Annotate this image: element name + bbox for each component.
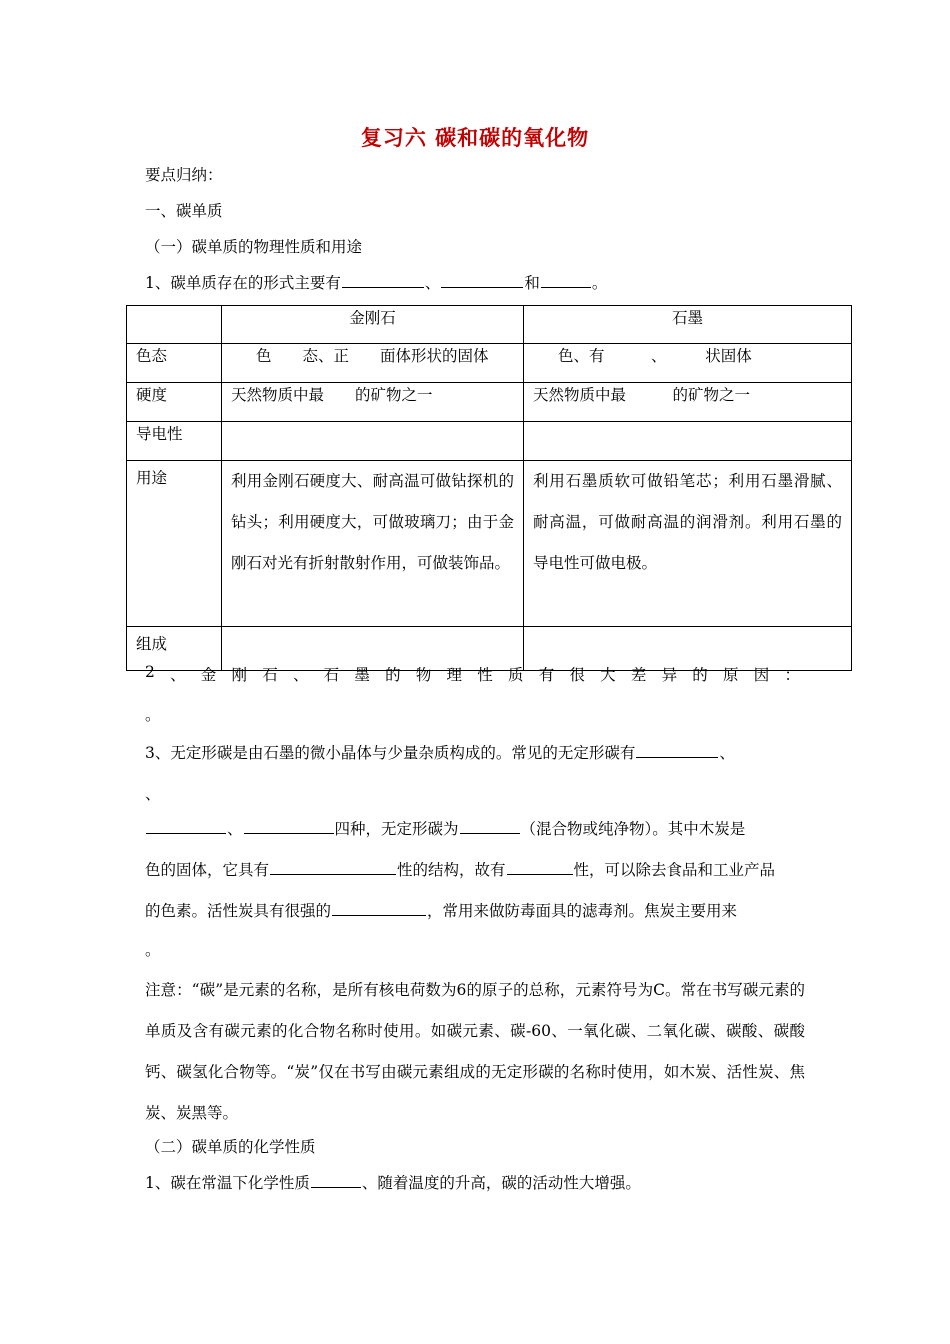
answer-blank[interactable]	[311, 1173, 361, 1188]
table-row	[127, 461, 852, 627]
comparison-table	[126, 305, 852, 671]
page-title: 复习六 碳和碳的氧化物	[360, 126, 590, 150]
answer-blank[interactable]	[636, 743, 718, 758]
table-header-graphite: 石墨	[524, 306, 852, 344]
table-row	[127, 383, 852, 422]
table-cell: 天然物质中最 的矿物之一	[222, 383, 524, 422]
row-label: 导电性	[127, 422, 222, 461]
row-label: 用途	[127, 461, 222, 627]
answer-blank[interactable]	[541, 273, 591, 288]
summary-label: 要点归纳：	[145, 166, 223, 184]
answer-blank[interactable]	[244, 819, 334, 834]
row-label: 色态	[127, 344, 222, 383]
answer-blank[interactable]	[146, 819, 226, 834]
subsection-chemical: （二）碳单质的化学性质	[145, 1138, 316, 1156]
row-label: 组成	[127, 627, 222, 671]
table-cell: 利用石墨质软可做铅笔芯；利用石墨滑腻、耐高温，可做耐高温的润滑剂。利用石墨的导电性可做电极。	[524, 461, 852, 627]
table-row	[127, 344, 852, 383]
question-2-end: 。	[145, 706, 161, 724]
table-cell: 利用金刚石硬度大、耐高温可做钻探机的钻头；利用硬度大，可做玻璃刀；由于金刚石对光有折射散射作用，可做装饰品。	[222, 461, 524, 627]
question-3-line5: 的色素。活性炭具有很强的 ，常用来做防毒面具的滤毒剂。焦炭主要用来	[145, 902, 738, 920]
table-cell	[127, 306, 222, 344]
answer-blank[interactable]	[460, 819, 520, 834]
question-3-line3: 、 四种，无定形碳为 （混合物或纯净物）。其中木炭是	[145, 817, 745, 839]
table-cell: 色 态、正 面体形状的固体	[222, 344, 524, 383]
table-header-diamond: 金刚石	[222, 306, 524, 344]
answer-blank[interactable]	[332, 901, 426, 916]
question-3-line2: 、	[145, 785, 161, 803]
table-cell[interactable]	[524, 422, 852, 461]
table-cell: 色、有 、 状固体	[524, 344, 852, 383]
question-2: 2 、 金 刚 石 、 石 墨 的 物 理 性 质 有 很 大 差 异 的 原 因 ：	[145, 663, 800, 684]
question-4: 1、碳在常温下化学性质 、随着温度的升高，碳的活动性大增强。	[145, 1174, 641, 1192]
table-cell[interactable]	[222, 422, 524, 461]
subsection-physical: （一）碳单质的物理性质和用途	[145, 238, 363, 256]
note-paragraph: 注意：“碳”是元素的名称，是所有核电荷数为6的原子的总称，元素符号为C。常在书写碳元素的单质及含有碳元素的化合物名称时使用。如碳元素、碳-60、一氧化碳、二氧化碳、碳酸、碳酸钙、碳氢化合物等。“炭”仅在书写由碳元素组成的无定形碳的名称时使用，如木炭、活性炭、焦炭、炭黑等。	[145, 981, 805, 1122]
table-row	[127, 422, 852, 461]
answer-blank[interactable]	[441, 273, 523, 288]
answer-blank[interactable]	[507, 860, 573, 875]
table-cell: 天然物质中最 的矿物之一	[524, 383, 852, 422]
answer-blank[interactable]	[342, 273, 424, 288]
section-heading-carbon: 一、碳单质	[145, 202, 223, 220]
table-header-row	[127, 306, 852, 344]
question-1: 1、碳单质存在的形式主要有 、 和 。	[145, 274, 608, 292]
question-3-line1: 3、无定形碳是由石墨的微小晶体与少量杂质构成的。常见的无定形碳有 、	[145, 744, 735, 762]
question-3-line4: 色的固体，它具有 性的结构，故有 性，可以除去食品和工业产品	[145, 861, 776, 879]
question-3-end: 。	[145, 941, 161, 959]
row-label: 硬度	[127, 383, 222, 422]
answer-blank[interactable]	[270, 860, 396, 875]
